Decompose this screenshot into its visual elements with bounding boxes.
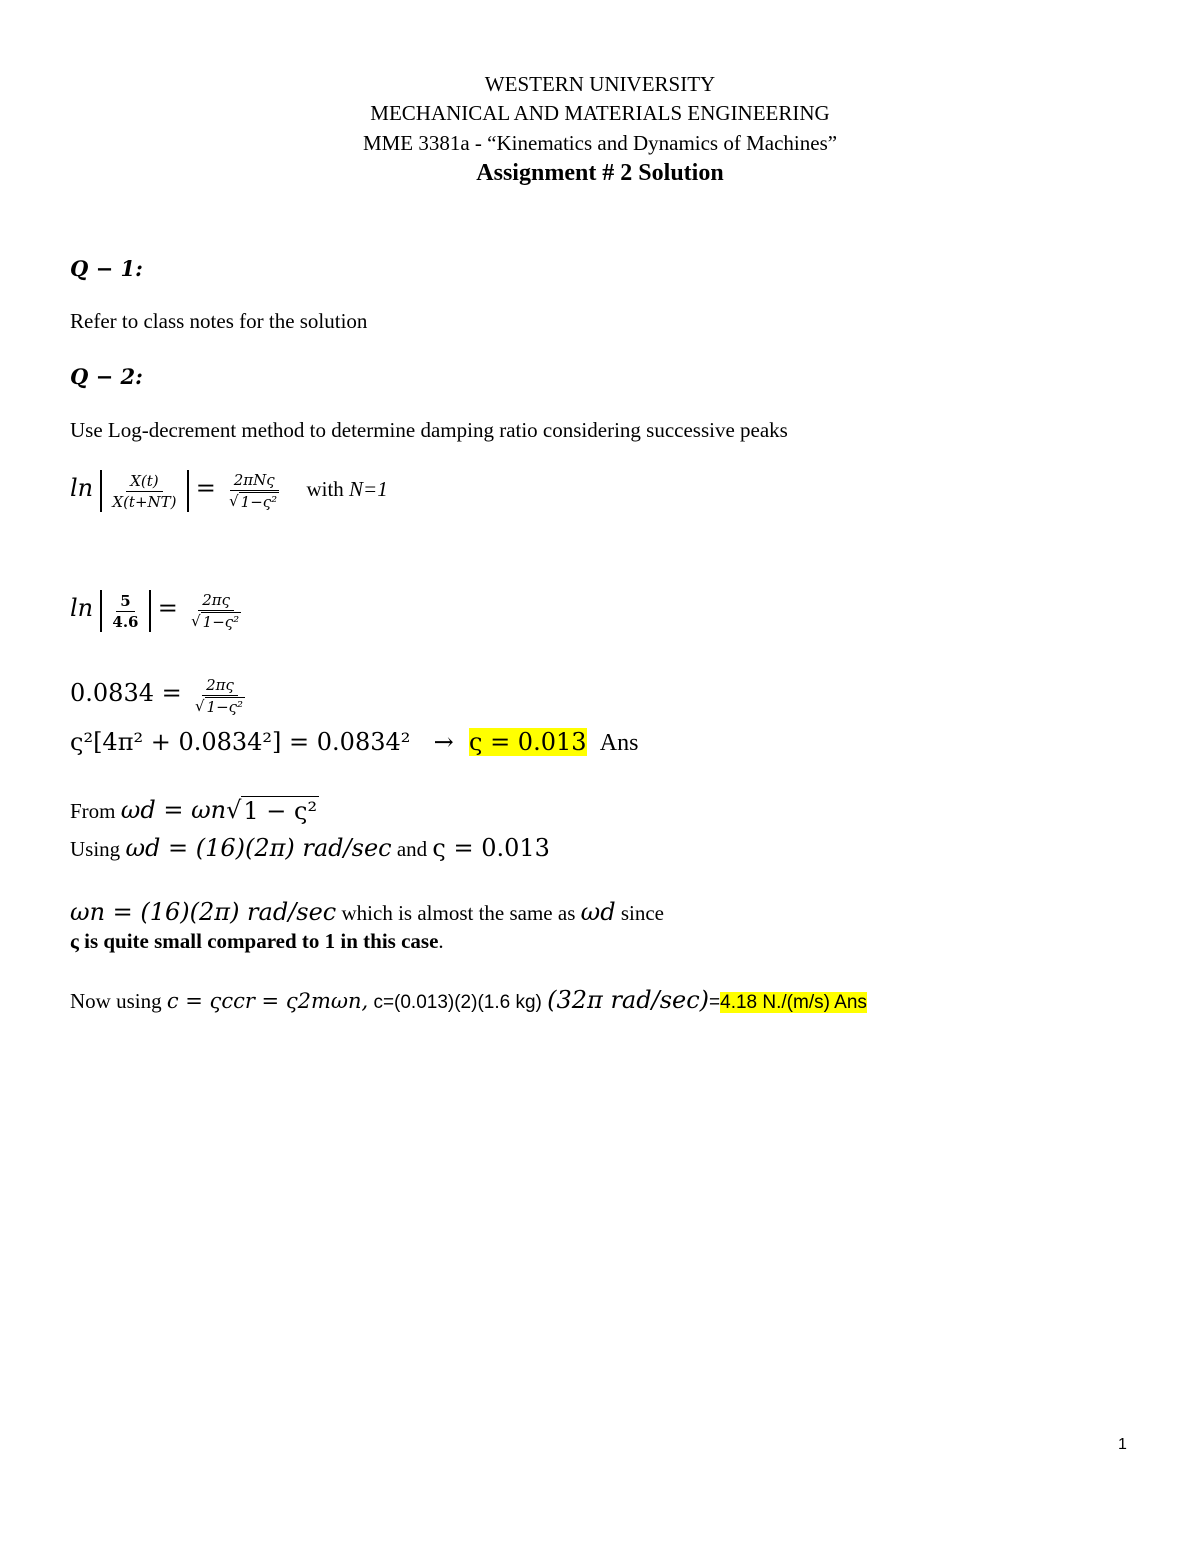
rhs-radicand: 1−ς² xyxy=(206,698,244,716)
using-line xyxy=(70,834,550,862)
rhs-radicand: 1−ς² xyxy=(202,613,240,631)
ratio-fraction xyxy=(108,472,180,511)
ratio-denominator: X(t+NT) xyxy=(112,492,177,511)
peak-numerator: 5 xyxy=(116,592,134,612)
q2-label: Q − 2: xyxy=(70,364,143,389)
rhs-fraction xyxy=(191,676,249,716)
sqrt-term: √ 1 − ς² xyxy=(226,796,318,825)
log-ratio-equation xyxy=(70,590,249,632)
abs-bar-left xyxy=(100,470,102,512)
equals-sign: = xyxy=(709,992,721,1013)
log-value: 0.0834 = xyxy=(70,678,182,707)
equals-sign: = xyxy=(157,593,178,622)
natural-frequency-line xyxy=(70,898,664,926)
rhs-fraction xyxy=(225,471,283,511)
calculation-text: c=(0.013)(2)(1.6 kg) xyxy=(373,992,548,1013)
abs-bar-right xyxy=(187,470,189,512)
rhs-numerator: 2πς xyxy=(202,676,238,696)
now-using-text: Now using xyxy=(70,989,167,1013)
note-text: ς is quite small compared to 1 in this case xyxy=(70,929,439,953)
log-decrement-equation xyxy=(70,470,388,512)
since-text: since xyxy=(620,901,664,925)
with-text: with xyxy=(306,476,350,501)
damping-equation-lhs: ς²[4π² + 0.0834²] = 0.0834² xyxy=(70,728,411,756)
zeta-value: ς = 0.013 xyxy=(432,834,550,862)
rhs-fraction xyxy=(187,591,245,631)
q2-intro: Use Log-decrement method to determine damping ratio considering successive peaks xyxy=(70,418,788,442)
note-period: . xyxy=(438,929,444,953)
rhs-denominator: √ 1−ς² xyxy=(229,492,278,511)
peak-denominator: 4.6 xyxy=(112,612,139,631)
comparison-text: which is almost the same as xyxy=(341,901,581,925)
department-name: MECHANICAL AND MATERIALS ENGINEERING xyxy=(370,101,830,125)
rhs-denominator: √ 1−ς² xyxy=(191,612,240,631)
natural-frequency-value: ωn = (16)(2π) rad/sec xyxy=(70,898,337,926)
damping-ratio-equation xyxy=(70,728,638,757)
and-text: and xyxy=(396,837,433,861)
using-text: Using xyxy=(70,837,126,861)
damping-coefficient-line xyxy=(70,986,867,1014)
equals-sign: = xyxy=(195,473,216,502)
peak-ratio-fraction xyxy=(108,592,142,631)
ln-symbol: ln xyxy=(70,593,94,622)
damping-coefficient-answer: 4.18 N./(m/s) Ans xyxy=(720,992,867,1013)
course-title: MME 3381a - “Kinematics and Dynamics of Machines” xyxy=(362,131,838,155)
damped-frequency-value: ωd = (16)(2π) rad/sec xyxy=(125,834,392,862)
answer-label: Ans xyxy=(599,730,639,756)
page-number: 1 xyxy=(1118,1436,1127,1453)
damped-frequency-relation xyxy=(70,796,319,825)
ln-symbol: ln xyxy=(70,473,94,502)
q1-label: Q − 1: xyxy=(70,256,143,281)
ratio-numerator: X(t) xyxy=(126,472,162,492)
rhs-denominator: √ 1−ς² xyxy=(194,697,244,716)
rhs-radicand: 1−ς² xyxy=(240,493,278,511)
rhs-numerator: 2πNς xyxy=(230,471,279,491)
omega-d-symbol: ωd xyxy=(580,898,616,926)
sqrt-radicand: 1 − ς² xyxy=(243,797,318,825)
damping-ratio-result: ς = 0.013 xyxy=(469,728,587,756)
q1-text: Refer to class notes for the solution xyxy=(70,309,368,333)
arrow-symbol: → xyxy=(433,728,454,756)
rhs-numerator: 2πς xyxy=(198,591,234,611)
damping-coefficient-formula: c = ςccr = ς2mωn, xyxy=(166,989,369,1013)
log-value-equation xyxy=(70,676,253,716)
frequency-expression: ωd = ωn xyxy=(120,796,227,824)
university-name: WESTERN UNIVERSITY xyxy=(484,72,716,96)
rate-expression: (32π rad/sec) xyxy=(547,986,710,1014)
n-value: N=1 xyxy=(349,476,388,501)
small-damping-note xyxy=(70,929,444,954)
abs-bar-right xyxy=(149,590,151,632)
abs-bar-left xyxy=(100,590,102,632)
from-text: From xyxy=(70,799,121,823)
assignment-title: Assignment # 2 Solution xyxy=(476,160,724,186)
